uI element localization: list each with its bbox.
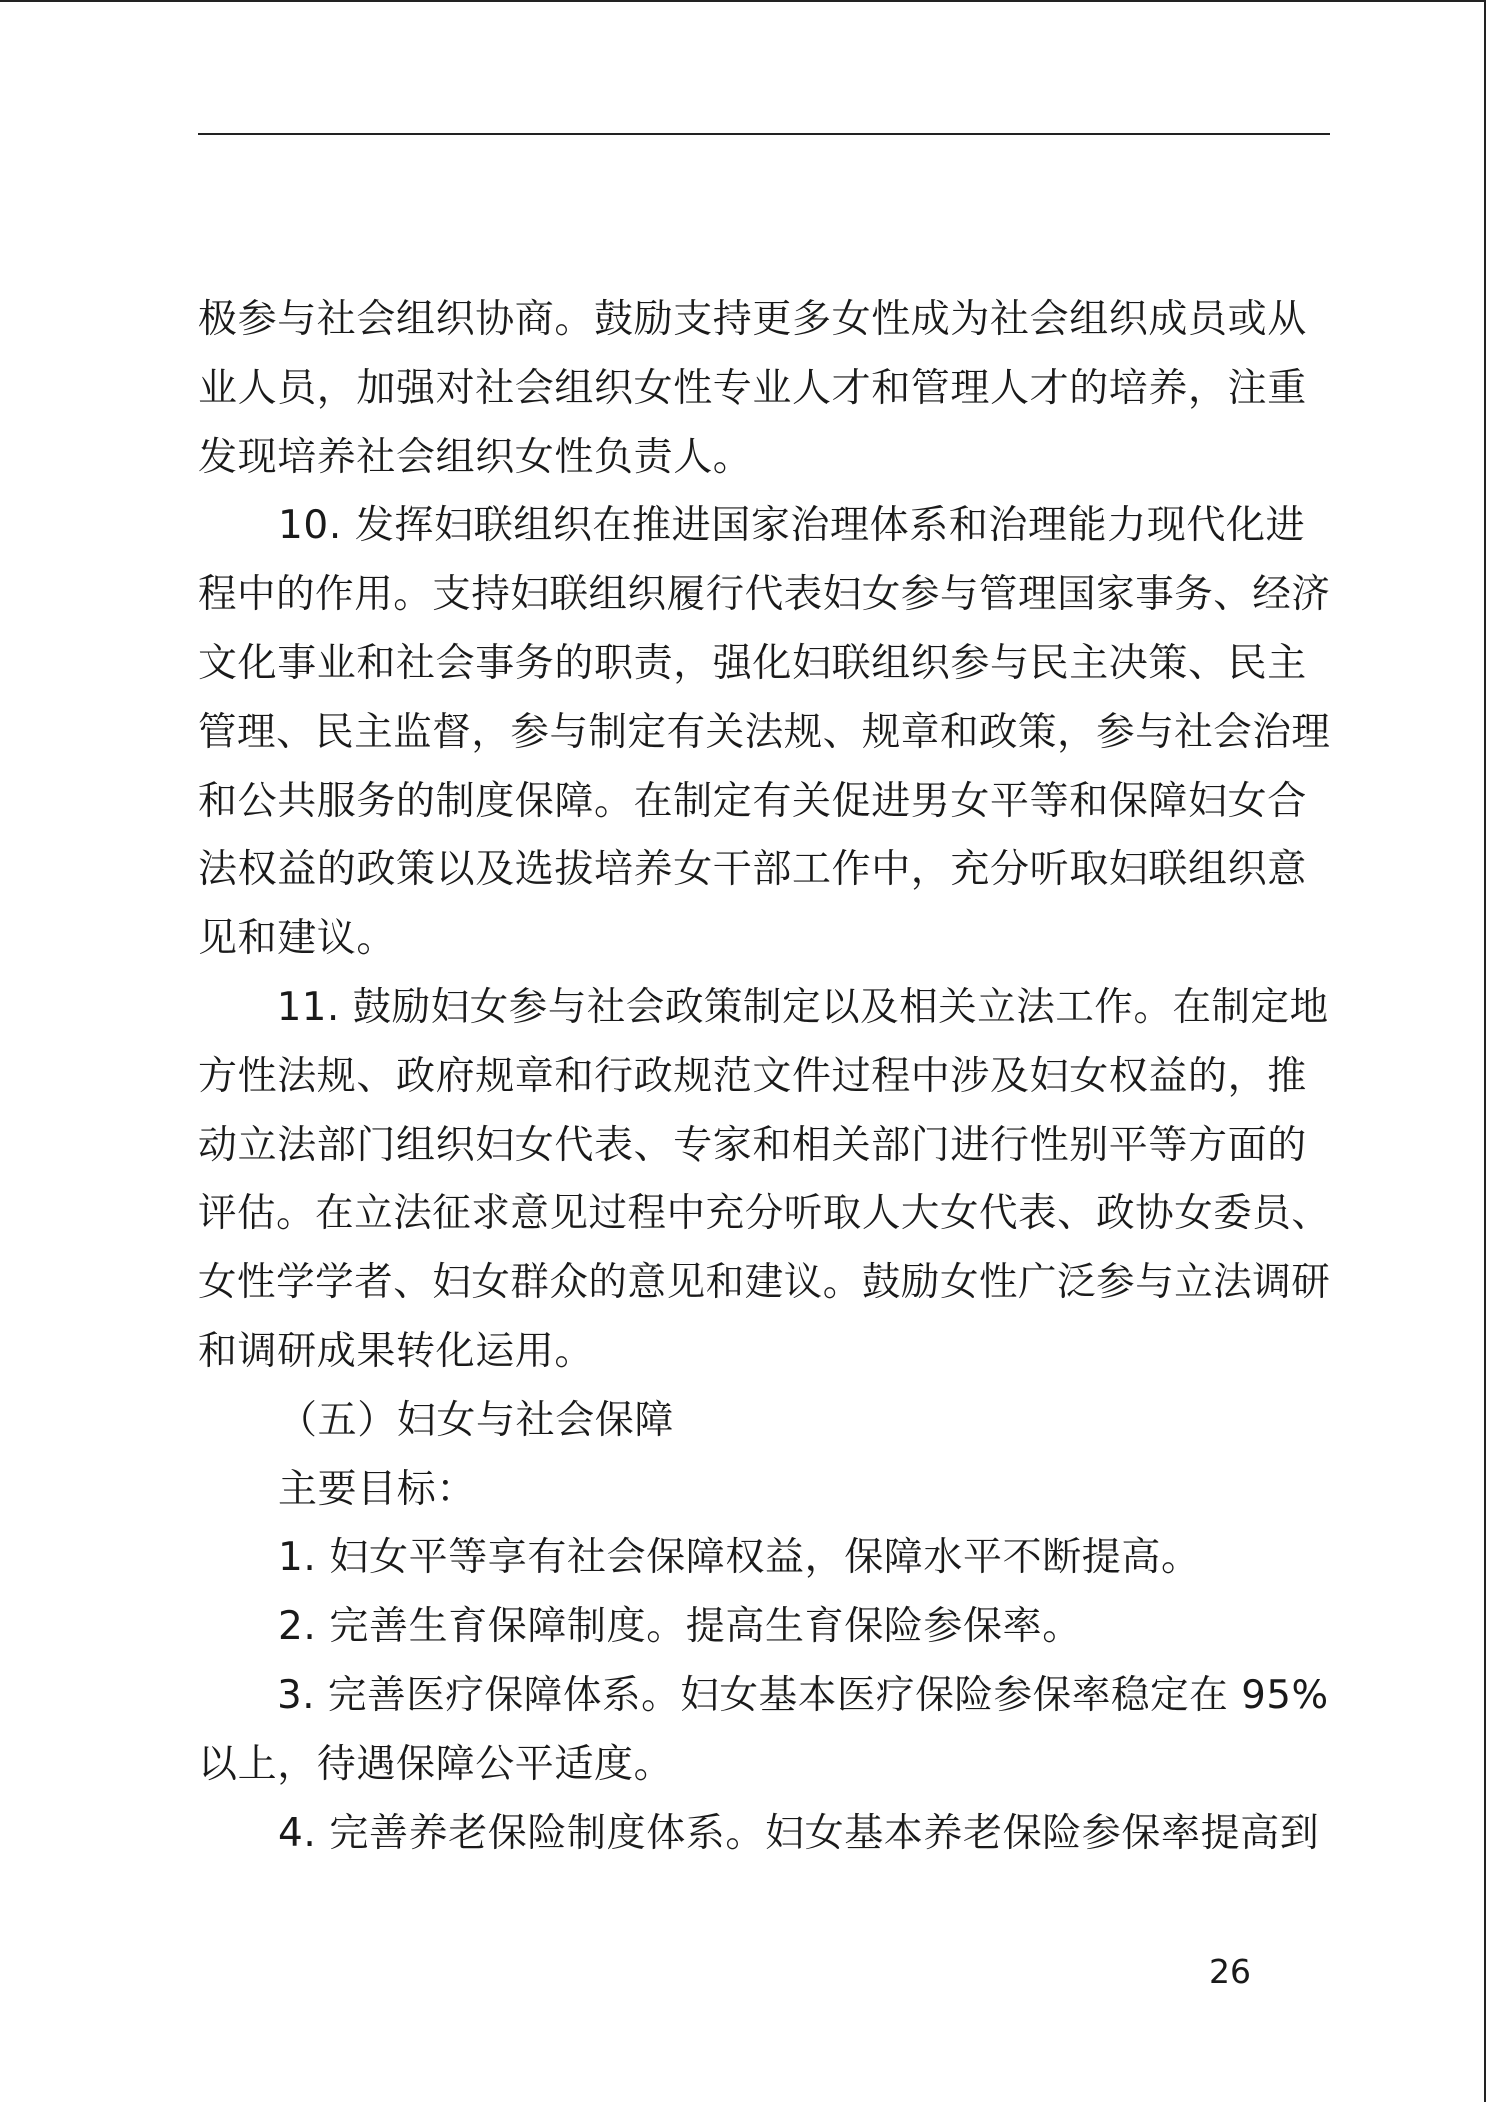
text-line: 见和建议。 — [198, 916, 397, 962]
text-line: 1. 妇女平等享有社会保障权益，保障水平不断提高。 — [278, 1535, 1201, 1581]
text-line: 发现培养社会组织女性负责人。 — [198, 434, 753, 480]
text-line: （五）妇女与社会保障 — [278, 1397, 675, 1443]
text-line: 11. 鼓励妇女参与社会政策制定以及相关立法工作。在制定地 — [276, 984, 1329, 1030]
text-line: 女性学学者、妇女群众的意见和建议。鼓励女性广泛参与立法调研 — [198, 1260, 1331, 1306]
text-line: 和调研成果转化运用。 — [198, 1328, 595, 1374]
header-rule — [198, 133, 1330, 135]
text-line: 以上，待遇保障公平适度。 — [198, 1741, 674, 1787]
text-line: 3. 完善医疗保障体系。妇女基本医疗保险参保率稳定在 95% — [277, 1672, 1329, 1718]
text-line: 程中的作用。支持妇联组织履行代表妇女参与管理国家事务、经济 — [198, 572, 1331, 618]
text-line: 方性法规、政府规章和行政规范文件过程中涉及妇女权益的，推 — [198, 1053, 1307, 1099]
text-line: 法权益的政策以及选拔培养女干部工作中，充分听取妇联组织意 — [198, 847, 1307, 893]
text-line: 和公共服务的制度保障。在制定有关促进男女平等和保障妇女合 — [198, 778, 1307, 824]
text-line: 10. 发挥妇联组织在推进国家治理体系和治理能力现代化进 — [278, 503, 1306, 549]
text-line: 动立法部门组织妇女代表、专家和相关部门进行性别平等方面的 — [198, 1122, 1307, 1168]
page-number: 26 — [1209, 1952, 1251, 1991]
text-line: 评估。在立法征求意见过程中充分听取人大女代表、政协女委员、 — [198, 1191, 1331, 1237]
body-text — [198, 286, 1330, 1868]
text-line: 主要目标： — [278, 1466, 477, 1512]
text-line: 管理、民主监督，参与制定有关法规、规章和政策，参与社会治理 — [198, 709, 1331, 755]
text-line: 极参与社会组织协商。鼓励支持更多女性成为社会组织成员或从 — [198, 297, 1307, 342]
text-line: 业人员，加强对社会组织女性专业人才和管理人才的培养，注重 — [198, 365, 1307, 411]
text-line: 2. 完善生育保障制度。提高生育保险参保率。 — [278, 1604, 1082, 1650]
text-line: 4. 完善养老保险制度体系。妇女基本养老保险参保率提高到 — [278, 1810, 1320, 1856]
text-line: 文化事业和社会事务的职责，强化妇联组织参与民主决策、民主 — [198, 640, 1307, 686]
